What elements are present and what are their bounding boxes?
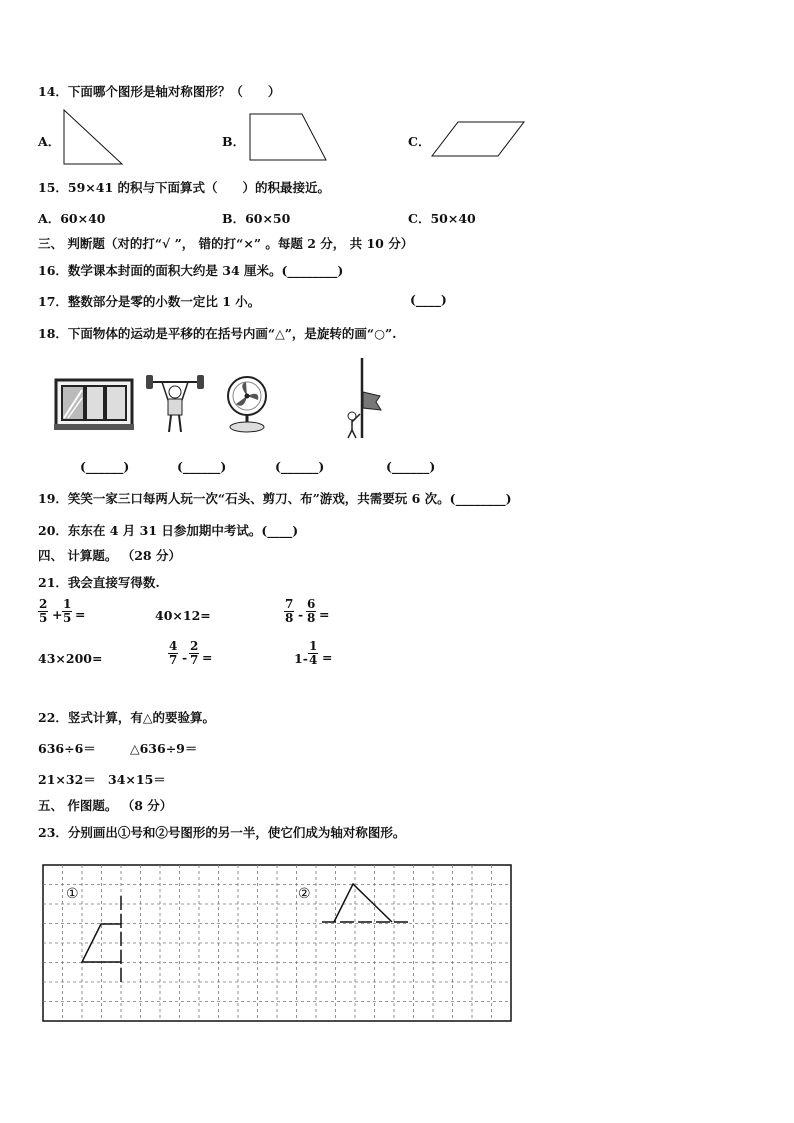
denominator: 8 <box>307 611 316 625</box>
equals-sign: = <box>202 650 213 665</box>
q18-blank-1: (______) <box>80 459 130 474</box>
q18-blank-3: (______) <box>275 459 325 474</box>
denominator: 7 <box>169 653 178 667</box>
q22-item-1: 636÷6＝ <box>38 741 96 756</box>
numerator: 2 <box>39 597 48 611</box>
numerator: 1 <box>63 597 72 611</box>
q21-expression-4: 43×200= <box>38 651 103 666</box>
fan-icon <box>224 374 270 434</box>
q19-text: 19．笑笑一家三口每两人玩一次“石头、剪刀、布”游戏，共需要玩 6 次。(________) <box>38 491 512 506</box>
trapezoid-icon <box>246 112 330 164</box>
equals-sign: = <box>319 607 330 622</box>
q21-expression-2: 40×12= <box>155 608 211 623</box>
fraction <box>308 640 318 667</box>
q15-option-c: C．50×40 <box>408 211 476 226</box>
drawing-grid <box>42 864 512 1022</box>
q16-text: 16．数学课本封面的面积大约是 34 厘米。(________) <box>38 263 344 278</box>
equals-sign: = <box>75 607 86 622</box>
q23-stem: 23．分别画出①号和②号图形的另一半，使它们成为轴对称图形。 <box>38 825 406 840</box>
q14-stem: 14．下面哪个图形是轴对称图形？（ ） <box>38 84 281 99</box>
figure-1-label: ① <box>66 886 79 902</box>
q14-option-a-label: A． <box>38 134 61 149</box>
q20-text: 20．东东在 4 月 31 日参加期中考试。(____) <box>38 523 299 538</box>
operator: - <box>298 607 304 622</box>
section5-heading: 五、 作图题。 （8 分） <box>38 798 173 813</box>
section3-heading: 三、 判断题（对的打“√ ”， 错的打“×” 。每题 2 分， 共 10 分） <box>38 236 414 251</box>
fraction <box>284 598 294 625</box>
numerator: 7 <box>285 597 294 611</box>
numerator: 2 <box>190 639 199 653</box>
q22-item-2: △636÷9＝ <box>130 741 198 756</box>
q17-text: 17．整数部分是零的小数一定比 1 小。 <box>38 294 261 309</box>
fraction <box>38 598 48 625</box>
q15-option-b: B．60×50 <box>222 211 291 226</box>
q18-blank-2: (______) <box>177 459 227 474</box>
half-figure-2 <box>334 884 392 922</box>
figure-2-label: ② <box>298 886 311 902</box>
fraction <box>306 598 316 625</box>
q15-stem: 15．59×41 的积与下面算式（ ）的积最接近。 <box>38 180 331 195</box>
fraction <box>168 640 178 667</box>
section4-heading: 四、 计算题。 （28 分） <box>38 548 181 563</box>
denominator: 7 <box>190 653 199 667</box>
fraction <box>189 640 199 667</box>
q22-stem: 22．竖式计算，有△的要验算。 <box>38 710 216 725</box>
denominator: 5 <box>63 611 72 625</box>
denominator: 5 <box>39 611 48 625</box>
equals-sign: = <box>322 650 333 665</box>
q14-option-c-label: C． <box>408 134 431 149</box>
numerator: 1 <box>309 639 318 653</box>
flag-raising-icon <box>344 356 386 440</box>
denominator: 4 <box>309 653 318 667</box>
fraction <box>62 598 72 625</box>
operator: - <box>182 650 188 665</box>
q18-blank-4: (______) <box>386 459 436 474</box>
q17-blank: (____) <box>410 292 447 307</box>
numerator: 4 <box>169 639 178 653</box>
numerator: 6 <box>307 597 316 611</box>
q22-item-4: 34×15＝ <box>108 772 166 787</box>
q15-option-a: A．60×40 <box>38 211 106 226</box>
q21-stem: 21．我会直接写得数. <box>38 575 160 590</box>
operator: 1- <box>294 651 308 666</box>
window-icon <box>54 378 134 430</box>
denominator: 8 <box>285 611 294 625</box>
weightlifter-icon <box>144 372 206 436</box>
right-triangle-icon <box>60 108 126 168</box>
q18-stem: 18．下面物体的运动是平移的在括号内画“△”，是旋转的画“○”. <box>38 326 397 341</box>
q14-option-b-label: B． <box>222 134 246 149</box>
parallelogram-icon <box>430 120 528 160</box>
operator: + <box>52 607 63 622</box>
q22-item-3: 21×32＝ <box>38 772 96 787</box>
